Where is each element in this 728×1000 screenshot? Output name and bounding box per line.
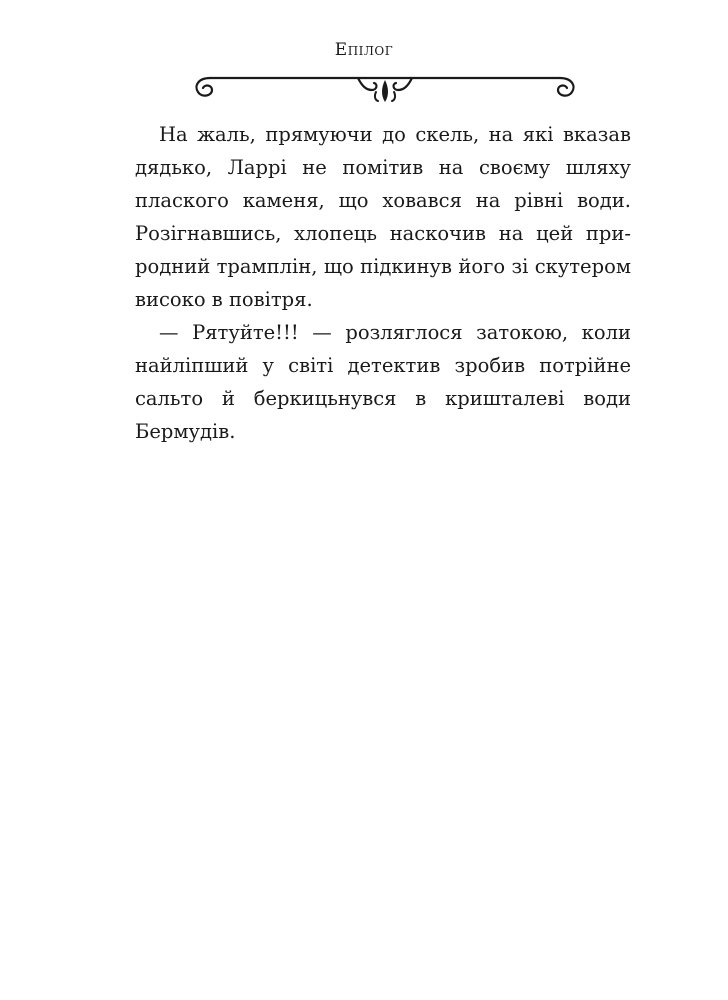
body-text	[135, 118, 631, 448]
decorative-divider-icon	[190, 66, 580, 110]
page-header-title: Епілог	[334, 40, 394, 60]
paragraph-2: — Рятуйте!!! — розляглося затокою, коли найліпший у світі детектив зробив потрійне сальто й беркицьнувся в кришталеві води Бермудів.	[135, 321, 631, 443]
paragraph-1: На жаль, прямуючи до скель, на які вказав дядько, Ларрі не помітив на своєму шляху плаского каменя, що ховався на рівні води. Розігнавшись, хлопець наскочив на цей природний трамплін, що підкинув його зі скутером високо в повітря.	[135, 123, 631, 311]
